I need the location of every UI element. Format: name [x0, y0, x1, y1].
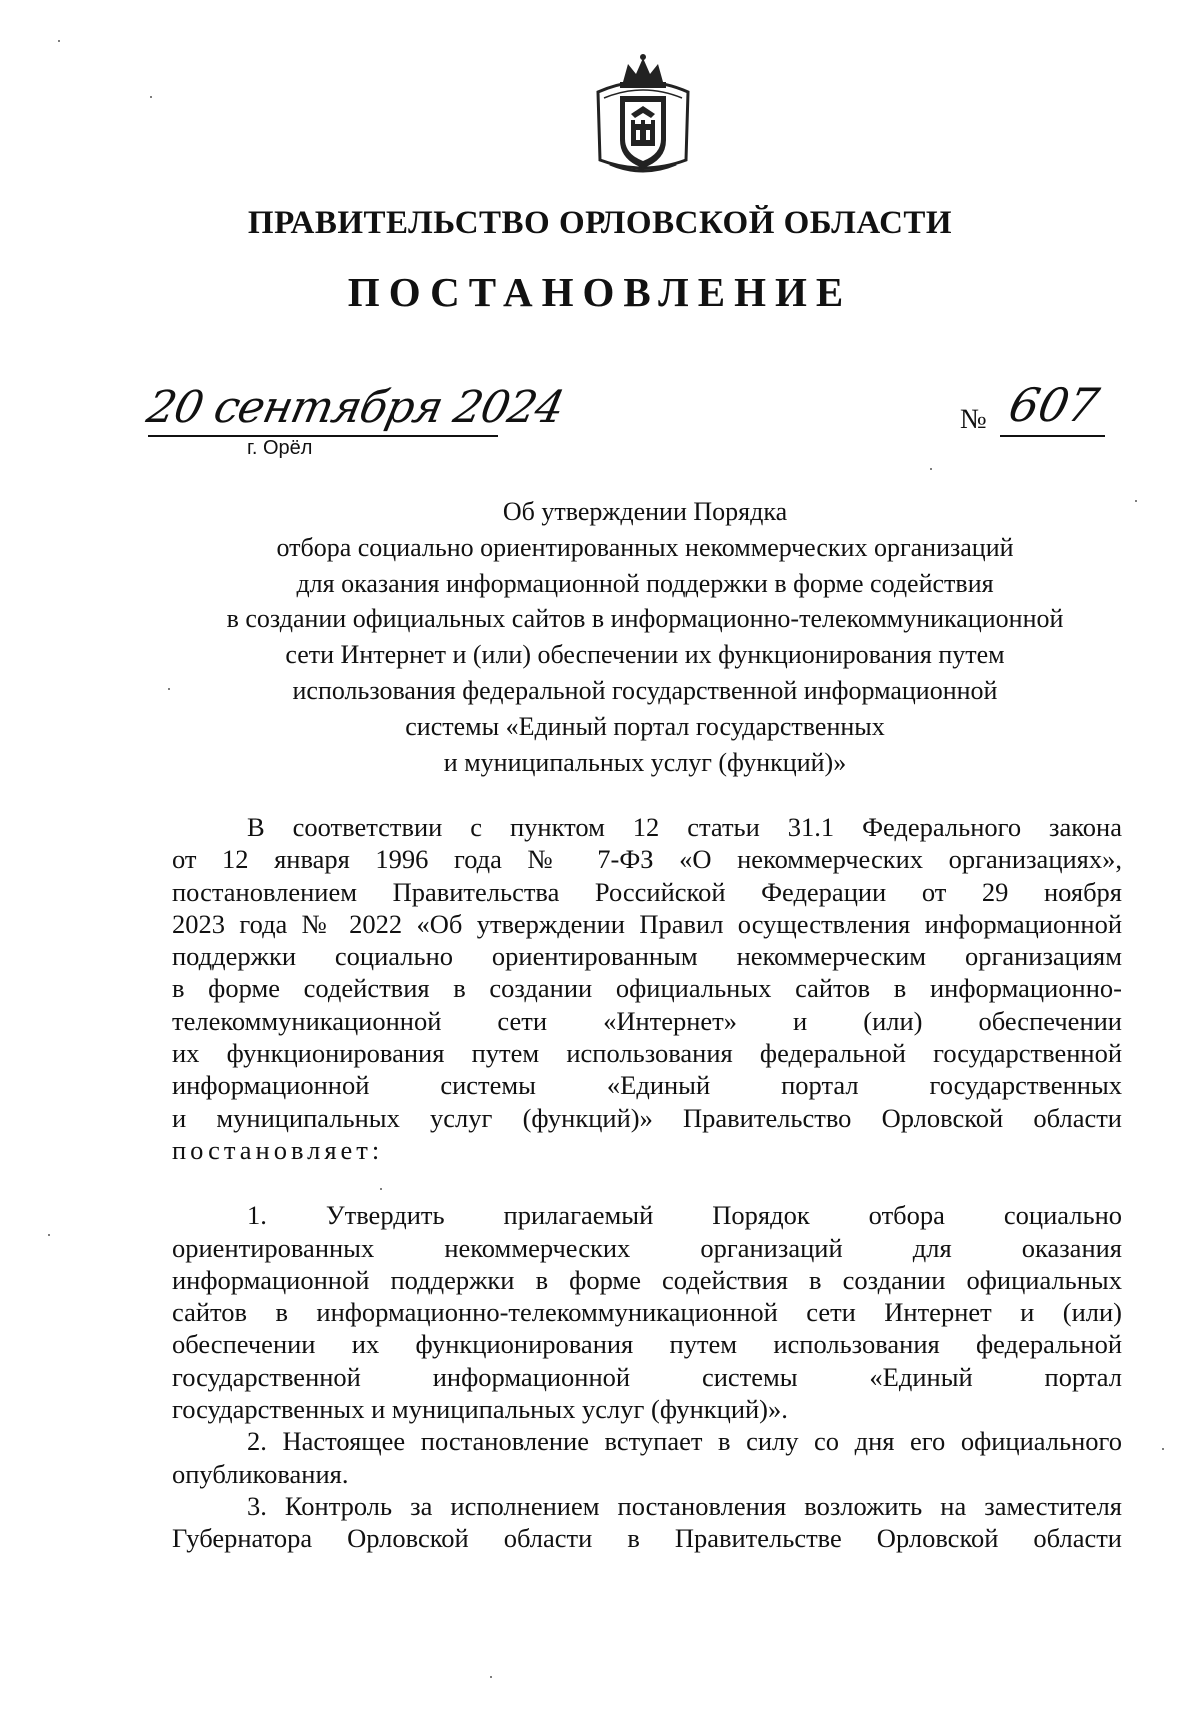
preamble-line: постановлением Правительства Российской Федерации от 29 ноября [172, 876, 1122, 907]
city-label: г. Орёл [247, 437, 313, 459]
item-1-line: государственной информационной системы «Единый портал [172, 1361, 1122, 1392]
date-underline [148, 435, 498, 437]
preamble-line: от 12 января 1996 года № 7-ФЗ «О некоммерческих организациях», [172, 844, 1122, 875]
preamble-line: их функционирования путем использования федеральной государственной [172, 1038, 1122, 1069]
scan-speck [150, 96, 152, 98]
subject-line: в создании официальных сайтов в информационно-телекоммуникационной [226, 604, 1064, 634]
scan-speck [1135, 500, 1137, 502]
subject-line: использования федеральной государственной информационной [292, 675, 998, 705]
subject-line: сети Интернет и (или) обеспечении их функционирования путем [285, 640, 1005, 670]
item-3-line: Губернатора Орловской области в Правительстве Орловской области [172, 1523, 1122, 1554]
preamble-line: и муниципальных услуг (функций)» Правительство Орловской области [172, 1102, 1122, 1133]
scan-speck [930, 468, 932, 470]
preamble-line: в форме содействия в создании официальных сайтов в информационно- [172, 973, 1122, 1004]
scan-speck [168, 688, 170, 690]
document-subject [0, 494, 1200, 780]
subject-line: для оказания информационной поддержки в форме содействия [296, 568, 994, 598]
subject-line: Об утверждении Порядка [502, 497, 788, 526]
preamble-line: 2023 года № 2022 «Об утверждении Правил осуществления информационной [172, 908, 1122, 939]
subject-line: системы «Единый портал государственных [405, 711, 885, 741]
preamble-line: поддержки социально ориентированным некоммерческим организациям [172, 941, 1122, 972]
document-body [172, 811, 1122, 1555]
item-1-line: 1. Утвердить прилагаемый Порядок отбора социально [247, 1200, 1122, 1231]
item-2-line: опубликования. [172, 1458, 349, 1489]
handwritten-date: 20 сентября 2024 [142, 382, 569, 433]
government-title: ПРАВИТЕЛЬСТВО ОРЛОВСКОЙ ОБЛАСТИ [247, 205, 953, 241]
preamble-line: информационной системы «Единый портал государственных [172, 1070, 1122, 1101]
number-underline [1000, 435, 1105, 437]
item-1-line: сайтов в информационно-телекоммуникационной сети Интернет и (или) [172, 1297, 1122, 1328]
number-sign: № [960, 404, 987, 435]
item-1-line: ориентированных некоммерческих организаций для оказания [172, 1232, 1122, 1263]
subject-line: и муниципальных услуг (функций)» [443, 747, 847, 777]
item-1-line: информационной поддержки в форме содействия в создании официальных [172, 1264, 1122, 1295]
item-1-line: обеспечении их функционирования путем использования федеральной [172, 1329, 1122, 1360]
preamble-line: телекоммуникационной сети «Интернет» и (или) обеспечении [172, 1005, 1122, 1036]
document-type-title: ПОСТАНОВЛЕНИЕ [347, 269, 853, 315]
preamble-line: В соответствии с пунктом 12 статьи 31.1 Федерального закона [247, 812, 1122, 842]
scan-speck [58, 40, 60, 42]
item-2-line: 2. Настоящее постановление вступает в силу со дня его официального [247, 1426, 1122, 1457]
scan-speck [490, 1676, 492, 1678]
resolves-word: постановляет: [172, 1134, 384, 1165]
paragraph-gap [172, 1166, 1122, 1199]
subject-line: отбора социально ориентированных некоммерческих организаций [276, 532, 1014, 562]
item-1-line: государственных и муниципальных услуг (функций)». [172, 1394, 788, 1425]
item-3-line: 3. Контроль за исполнением постановления возложить на заместителя [247, 1490, 1122, 1521]
scan-speck [48, 1234, 50, 1236]
scan-speck [1162, 1448, 1164, 1450]
scan-speck [380, 1188, 382, 1190]
coat-of-arms-icon [590, 52, 696, 178]
handwritten-number: 607 [1004, 378, 1104, 432]
